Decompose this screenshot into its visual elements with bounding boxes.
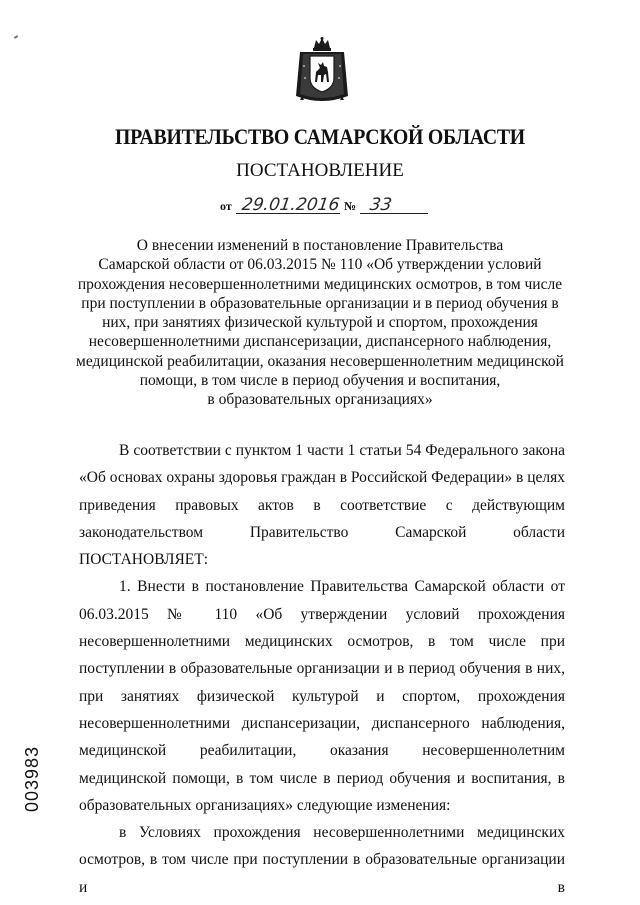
number-label: №	[344, 199, 357, 213]
document-type: ПОСТАНОВЛЕНИЕ	[236, 160, 404, 181]
heading-line: в образовательных организациях»	[207, 391, 433, 409]
scan-speck	[14, 35, 18, 39]
date-number-line	[218, 192, 438, 218]
heading-line: О внесении изменений в постановление Правительства	[136, 237, 504, 254]
government-title: ПРАВИТЕЛЬСТВО САМАРСКОЙ ОБЛАСТИ	[115, 124, 525, 149]
document-body	[79, 437, 565, 901]
heading-line: Самарской области от 06.03.2015 № 110 «Об утверждении условий	[98, 256, 542, 274]
heading-line: при поступлении в образовательные организации и в период обучения в	[81, 294, 559, 312]
heading-line: прохождения несовершеннолетними медицинских осмотров, в том числе	[77, 275, 563, 293]
resolution-heading	[70, 236, 570, 410]
serial-number: 003983	[22, 745, 42, 812]
heading-line: них, при занятиях физической культурой и спортом, прохождения	[102, 314, 538, 332]
clause-1-paragraph: 1. Внести в постановление Правительства Самарской области от 06.03.2015 № 110 «Об утверждении условий прохождения несовершеннолетними медицинских осмотров, в том числе при поступлении в образовательные организации и в период обучения в них, при занятиях физической культурой и спортом, прохождения несовершеннолетними диспансеризации, диспансерного наблюдения, медицинской реабилитации, оказания несовершеннолетним медицинской помощи, в том числе в период обучения и воспитания, в образовательных организациях» следующие изменения:	[79, 578, 565, 814]
preamble-paragraph: В соответствии с пунктом 1 части 1 статьи 54 Федерального закона «Об основах охраны здоровья граждан в Российской Федерации» в целях приведения правовых актов в соответствие с действующим законодательством Правительство Самарской области ПОСТАНОВЛЯЕТ:	[79, 442, 565, 569]
date-label: от	[220, 199, 232, 213]
number-value: 33	[368, 195, 394, 215]
heading-line: помощи, в том числе в период обучения и воспитания,	[139, 372, 501, 390]
heading-line: медицинской реабилитации, оказания несовершеннолетним медицинской	[76, 352, 564, 370]
subclause-paragraph: в Условиях прохождения несовершеннолетними медицинских осмотров, в том числе при поступлении в образовательные организации и в	[79, 824, 565, 896]
date-value: 29.01.2016	[240, 195, 341, 215]
coat-of-arms-icon	[294, 36, 350, 102]
heading-line: несовершеннолетними диспансеризации, диспансерного наблюдения,	[88, 333, 552, 351]
